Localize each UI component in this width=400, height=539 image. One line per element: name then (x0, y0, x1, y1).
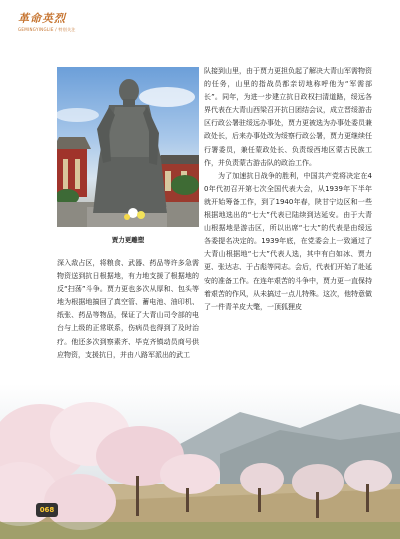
section-header (18, 10, 76, 33)
statue-photo (57, 67, 199, 227)
paragraph: 为了加速抗日战争的胜利，中国共产党将决定在40年代初召开第七次全国代表大会，从1939年下半年就开始筹备工作，到了1940年春，陕甘宁边区和一些根据地选出的“七大”代表已陆续到达延安。由于大青山根据地是游击区，所以出席“七大”的代表是由绥远各委提名决定的。1939年底，在党委会上一致通过了大青山根据地“七大”代表人选，其中有白如冰、贾力更、张达志、于占彪等同志。会后，代表们开始了赴延安的准备工作。在连年艰苦的斗争中，贾力更一直保持着艰苦的作风，从未搞过一点儿特殊。这次，他特意做了一件青羊皮大氅，一顶狐狸皮 (204, 171, 372, 311)
paragraph: 深入敌占区，将粮食、武器、药品等许多急需物资送到抗日根据地，有力地支援了根据地的反“扫荡”斗争。贾力更也多次从厚和、包头等地为根据地搞回了真空管、蓄电池、油印机、纸张、药品等物品，保证了大青山司令部的电台与上级的正常联系，伤病员也得到了及时治疗。他还多次到察素齐、毕克齐镇动员商号供应物资，支援抗日，并由八路军派出的武工 (57, 259, 199, 359)
statue-illustration (57, 67, 199, 227)
text-column-left (57, 257, 199, 362)
section-subtitle: GEMINGYINGLIE / 特别关注 (18, 27, 76, 32)
photo-caption: 贾力更雕塑 (111, 236, 145, 244)
page-number: 068 (36, 503, 58, 517)
paragraph: 队接到山里，由于贾力更担负起了解决大青山军需物资的任务，山里的指战员都亲切地称呼他为“军需部长”。同年，为进一步建立抗日政权扫清道路，绥远各界代表在大青山西梁召开抗日团结会议，成立晋绥游击区行政公署驻绥远办事处，贾力更被选为办事处委员兼政处长，后来办事处改为绥察行政公署，贾力更继续任行署委员，兼任蒙政处长、负责绥西地区蒙古民族工作，并负责蒙古游击队的政治工作。 (204, 67, 372, 167)
section-title: 革命英烈 (18, 12, 66, 25)
blossom-landscape (0, 384, 400, 539)
landscape-photo (0, 384, 400, 539)
text-column-right (204, 65, 372, 314)
